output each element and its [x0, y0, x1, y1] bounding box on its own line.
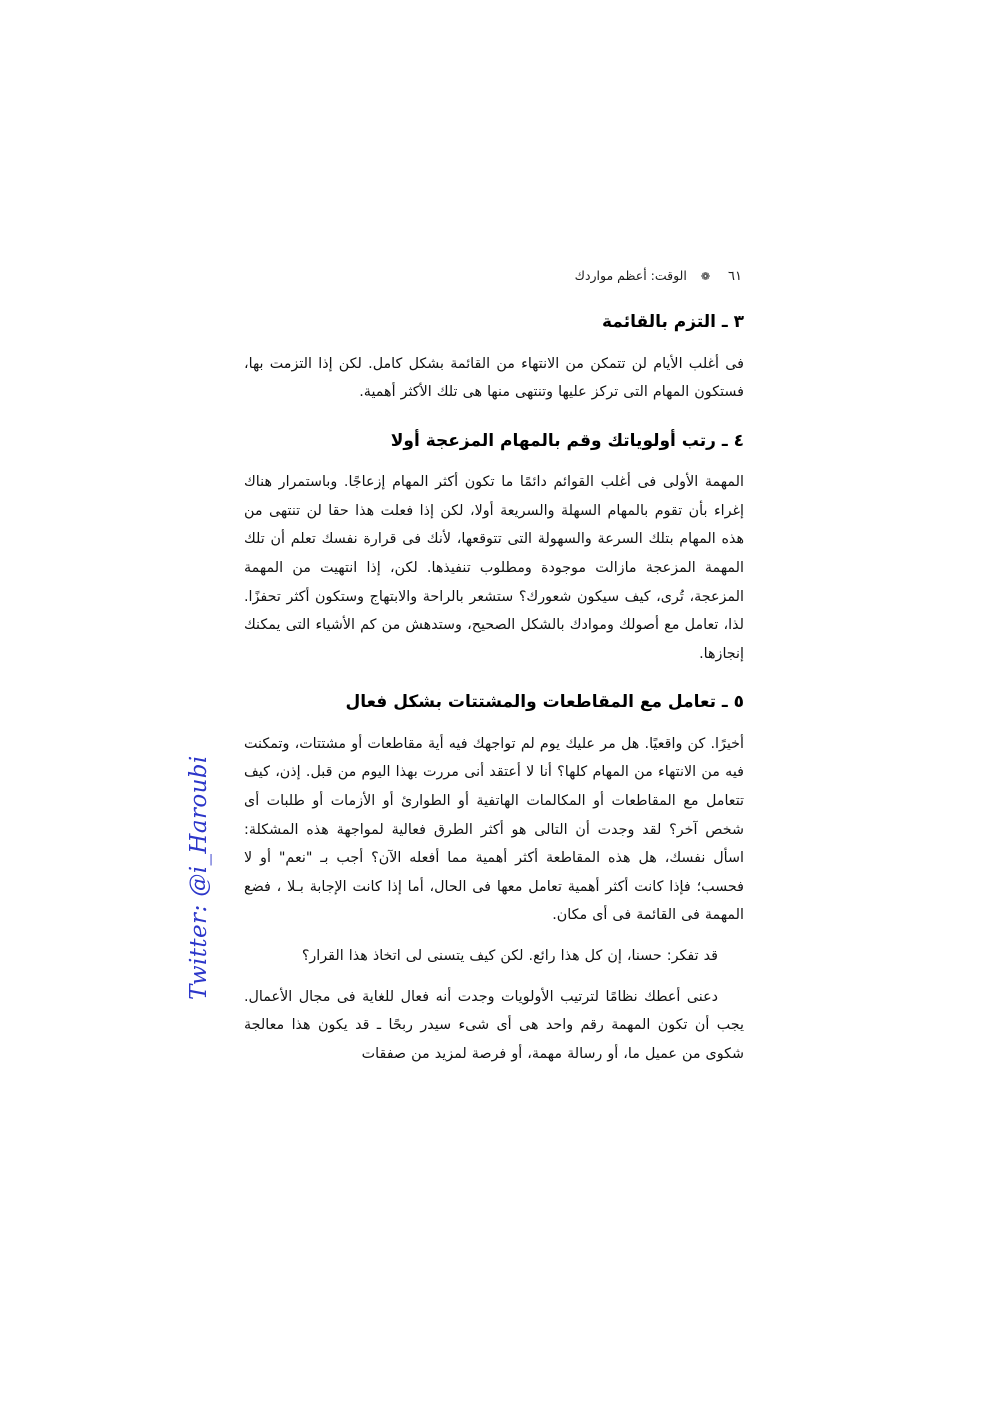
page-number: ٦١: [728, 269, 742, 284]
running-header: [250, 268, 742, 284]
page-body: [244, 300, 744, 1080]
twitter-watermark: Twitter: @i_Haroubi: [186, 755, 212, 1000]
section-heading-4: ٤ ـ رتب أولوياتك وقم بالمهام المزعجة أولا: [390, 430, 744, 451]
paragraph: قد تفكر: حسنا، إن كل هذا رائع. لكن كيف يتسنى لى اتخاذ هذا القرار؟: [301, 948, 718, 964]
paragraph: دعنى أعطك نظامًا لترتيب الأولويات وجدت أنه فعال للغاية فى مجال الأعمال. يجب أن تكون المهمة رقم واحد هى أى شىء سيدر ربحًا ـ قد يكون هذا معالجة شكوى من عميل ما، أو رسالة مهمة، أو فرصة لمزيد من صفقات: [244, 988, 744, 1062]
paragraph: فى أغلب الأيام لن تتمكن من الانتهاء من القائمة بشكل كامل. لكن إذا التزمت بها، فستكون المهام التى تركز عليها وتنتهى منها هى تلك الأكثر أهمية.: [244, 355, 744, 401]
section-heading-5: ٥ ـ تعامل مع المقاطعات والمشتتات بشكل فعال: [345, 692, 744, 713]
running-header-title: الوقت: أعظم مواردك: [574, 268, 687, 283]
flower-ornament-icon: ❁: [700, 270, 711, 283]
paragraph: المهمة الأولى فى أغلب القوائم دائمًا ما تكون أكثر المهام إزعاجًا. وباستمرار هناك إغراء بأن تقوم بالمهام السهلة والسريعة أولا، لكن إذا فعلت هذا حقا لن تنتهى من هذه المهام بتلك السرعة والسهولة التى تتوقعها، لأنك فى قرارة نفسك تعلم أن تلك المهمة المزعجة مازالت موجودة ومطلوب تنفيذها. لكن، إذا انتهيت من المهمة المزعجة، تُرى، كيف سيكون شعورك؟ ستشعر بالراحة والابتهاج وستكون أكثر تحفزًا. لذا، تعامل مع أصولك وموادك بالشكل الصحيح، وستدهش من كم الأشياء التى يمكنك إنجازها.: [244, 474, 744, 662]
paragraph: أخيرًا. كن واقعيًا. هل مر عليك يوم لم تواجهك فيه أية مقاطعات أو مشتتات، وتمكنت فيه من الانتهاء من المهام كلها؟ أنا لا أعتقد أنى مررت بهذا اليوم من قبل. إذن، كيف تتعامل مع المقاطعات أو المكالمات الهاتفية أو الطوارئ أو الأزمات أو طلبات أى شخص آخر؟ لقد وجدت أن التالى هو أكثر الطرق فعالية لمواجهة هذه المشكلة: اسأل نفسك، هل هذه المقاطعة أكثر أهمية مما أفعله الآن؟ أجب بـ "نعم" أو لا فحسب؛ فإذا كانت أكثر أهمية تعامل معها فى الحال، أما إذا كانت الإجابة بـلا ، فضع المهمة فى القائمة فى أى مكان.: [244, 735, 744, 924]
section-heading-3: ٣ ـ التزم بالقائمة: [602, 312, 744, 332]
